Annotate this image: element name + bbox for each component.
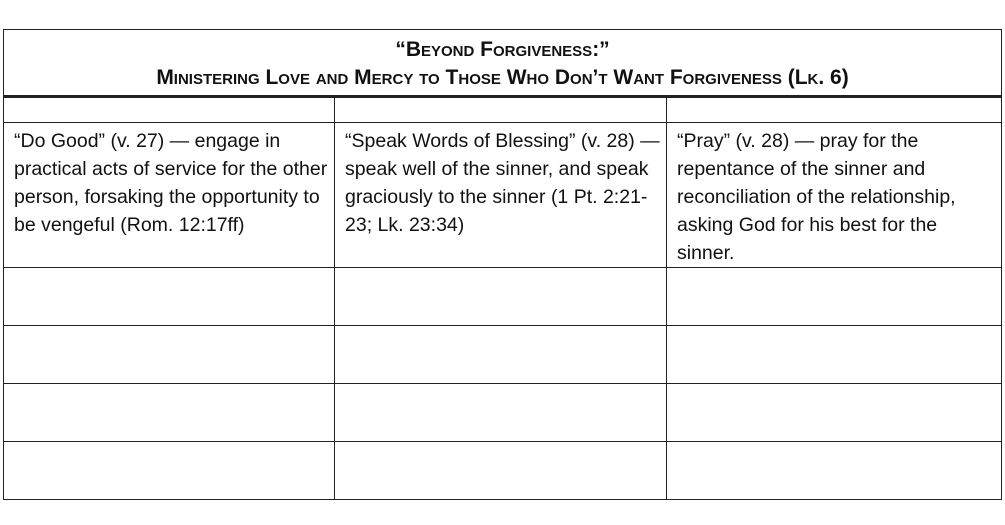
forgiveness-worksheet-table xyxy=(3,29,1002,500)
title-line-1: “Beyond Forgiveness:” xyxy=(395,38,610,61)
title-cell xyxy=(4,30,1002,97)
blank-row-1 xyxy=(4,268,1002,326)
content-row xyxy=(4,123,1002,268)
blank-cell xyxy=(4,384,335,442)
do-good-cell: “Do Good” (v. 27) — engage in practical acts of service for the other person, forsaking the opportunity to be vengeful (Rom. 12:17ff) xyxy=(4,123,335,268)
speak-blessing-cell: “Speak Words of Blessing” (v. 28) — speak well of the sinner, and speak graciously to the sinner (1 Pt. 2:21-23; Lk. 23:34) xyxy=(335,123,667,268)
blank-row-2 xyxy=(4,326,1002,384)
blank-cell xyxy=(335,442,667,500)
blank-cell xyxy=(335,326,667,384)
empty-header-cell-3 xyxy=(667,97,1002,123)
blank-row-4 xyxy=(4,442,1002,500)
blank-cell xyxy=(335,384,667,442)
title-line-2: Ministering Love and Mercy to Those Who Don’t Want Forgiveness (Lk. 6) xyxy=(156,66,849,89)
empty-header-cell-1 xyxy=(4,97,335,123)
blank-cell xyxy=(667,268,1002,326)
blank-cell xyxy=(4,442,335,500)
blank-cell xyxy=(4,268,335,326)
blank-row-3 xyxy=(4,384,1002,442)
empty-header-row xyxy=(4,97,1002,123)
blank-cell xyxy=(667,326,1002,384)
blank-cell xyxy=(667,442,1002,500)
blank-cell xyxy=(667,384,1002,442)
pray-cell: “Pray” (v. 28) — pray for the repentance of the sinner and reconciliation of the relationship, asking God for his best for the sinner. xyxy=(667,123,1002,268)
empty-header-cell-2 xyxy=(335,97,667,123)
blank-cell xyxy=(4,326,335,384)
blank-cell xyxy=(335,268,667,326)
title-row xyxy=(4,30,1002,97)
